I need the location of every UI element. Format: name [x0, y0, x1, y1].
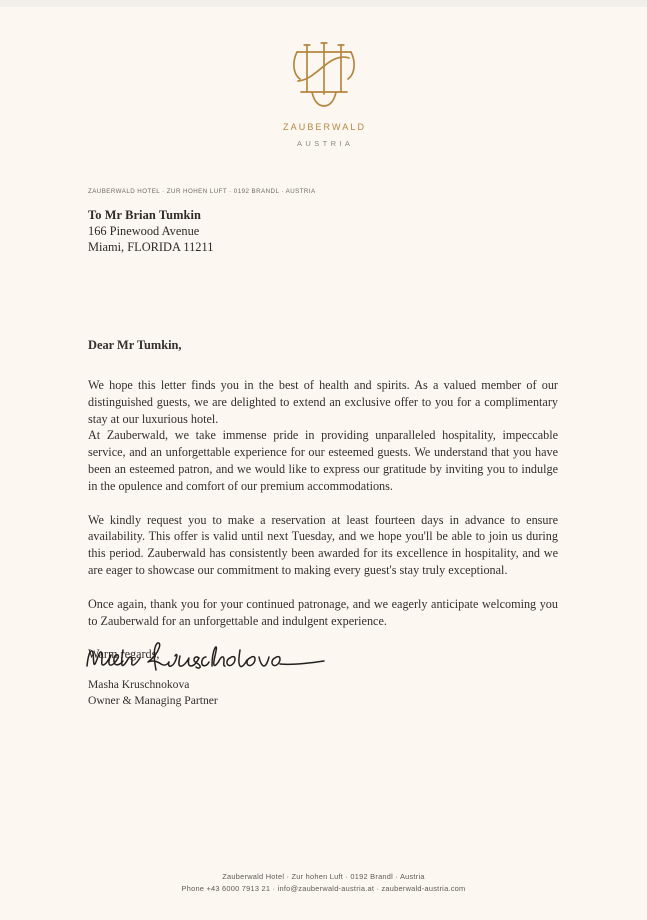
- footer-address-line: Zauberwald Hotel · Zur hohen Luft · 0192 Brandl · Austria: [222, 872, 425, 882]
- recipient-name: To Mr Brian Tumkin: [88, 208, 202, 222]
- logo-wordmark: ZAUBERWALD: [283, 122, 367, 132]
- letterhead: [0, 34, 647, 148]
- salutation: Dear Mr Tumkin,: [88, 338, 182, 352]
- signer-name: Masha Kruschnokova: [88, 678, 190, 691]
- page-footer: [0, 871, 647, 894]
- letter-body: [88, 338, 558, 663]
- signer-title: Owner & Managing Partner: [88, 693, 218, 707]
- handwritten-signature-icon: [84, 640, 329, 676]
- sender-address-line: ZAUBERWALD HOTEL · ZUR HOHEN LUFT · 0192 BRANDL · AUSTRIA: [88, 188, 316, 195]
- recipient-city-line: Miami, FLORIDA 11211: [88, 240, 214, 255]
- closing-line: Warm regards,: [88, 647, 160, 662]
- paragraph-3: We kindly request you to make a reservation at least fourteen days in advance to ensure availability. This offer is valid until next Tuesday, and we hope you'll be able to join us during this period. Zauberwald has consistently been awarded for its excellence in hospitality, and we are eager to showcase our commitment to making every guest's stay truly exceptional.: [88, 512, 558, 577]
- recipient-address-block: [88, 207, 213, 256]
- recipient-street: 166 Pinewood Avenue: [88, 224, 200, 239]
- footer-contact-line: Phone +43 6000 7913 21 · info@zauberwald-austria.at · zauberwald-austria.com: [181, 883, 466, 893]
- zauberwald-monogram-icon: [288, 34, 360, 114]
- logo-country: AUSTRIA: [297, 139, 354, 148]
- paragraph-2: At Zauberwald, we take immense pride in providing unparalleled hospitality, impeccable service, and an unforgettable experience for our esteemed guests. We understand that you have been an esteemed patron, and we would like to express our gratitude by inviting you to indulge in the opulence and comfort of our premium accommodations.: [88, 428, 558, 493]
- page-top-band: [0, 0, 647, 7]
- paragraph-4: Once again, thank you for your continued patronage, and we eagerly anticipate welcoming you to Zauberwald for an unforgettable and indulgent experience.: [88, 596, 558, 628]
- signature-block: [84, 640, 384, 708]
- signer-details: [88, 677, 384, 708]
- paragraph-1: We hope this letter finds you in the best of health and spirits. As a valued member of our distinguished guests, we are delighted to extend an exclusive offer to you for a complimentary stay at our luxurious hotel.: [88, 378, 558, 426]
